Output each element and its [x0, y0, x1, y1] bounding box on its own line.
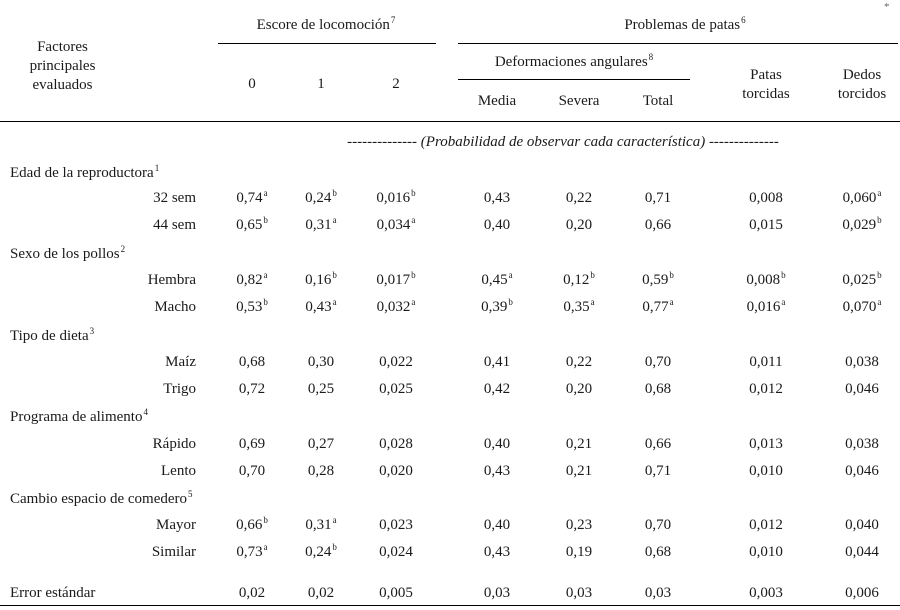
table-cell [484, 380, 510, 398]
cell-value: 0,21 [565, 436, 593, 452]
cell-value: 0,45 [481, 272, 508, 288]
table-cell [645, 435, 671, 453]
significance-letter: a [669, 297, 674, 307]
cell-value: 0,12 [563, 272, 590, 288]
locomotion-rule [218, 43, 436, 44]
table-cell [484, 516, 510, 534]
table-cell [484, 462, 510, 480]
cell-value: 0,66 [236, 517, 263, 533]
cell-value: 0,25 [307, 381, 335, 397]
significance-letter: a [877, 188, 882, 198]
table-cell [746, 271, 785, 290]
table-cell [239, 353, 265, 371]
table-cell [566, 435, 592, 453]
cell-value: 0,68 [644, 544, 672, 560]
dedos-header-line1: Dedos [842, 67, 882, 83]
table-cell [845, 380, 879, 398]
cell-value: 0,66 [644, 217, 672, 233]
significance-letter: b [263, 297, 268, 307]
significance-letter: b [332, 188, 337, 198]
cell-value: 0,046 [845, 381, 879, 397]
leg-problems-footnote: 6 [741, 15, 746, 25]
cell-value: 0,19 [565, 544, 593, 560]
table-cell [308, 353, 334, 371]
cell-value: 0,013 [749, 436, 783, 452]
group-label-text: Sexo de los pollos [10, 246, 120, 262]
row-label: Similar [151, 544, 196, 560]
cell-value: 0,65 [236, 217, 263, 233]
cell-value: 0,038 [845, 436, 879, 452]
cell-value: 0,82 [236, 272, 263, 288]
significance-letter: a [332, 215, 337, 225]
cell-value: 0,39 [481, 299, 508, 315]
row-label: Mayor [156, 517, 196, 533]
error-cell: 0,02 [307, 585, 335, 601]
table-bottom-rule [0, 605, 900, 606]
cell-value: 0,016 [746, 299, 781, 315]
cell-value: 0,012 [749, 517, 783, 533]
table-cell [845, 516, 879, 534]
cell-value: 0,72 [238, 381, 266, 397]
cell-value: 0,43 [483, 190, 511, 206]
score-2-header: 2 [392, 76, 400, 92]
cell-value: 0,22 [565, 354, 593, 370]
factors-header [10, 38, 115, 95]
table-cell [305, 543, 337, 562]
factors-header-line2: principales [29, 58, 96, 74]
cell-value: 0,016 [376, 190, 411, 206]
table-cell [563, 271, 595, 290]
significance-letter: a [877, 297, 882, 307]
cell-value: 0,31 [305, 217, 332, 233]
cell-value: 0,008 [749, 190, 783, 206]
significance-letter: b [411, 270, 416, 280]
cell-value: 0,017 [376, 272, 411, 288]
cell-value: 0,68 [644, 381, 672, 397]
significance-letter: b [669, 270, 674, 280]
significance-letter: b [332, 542, 337, 552]
table-cell [305, 298, 336, 317]
cell-value: 0,044 [845, 544, 879, 560]
leg-problems-header [624, 16, 745, 35]
group-label-text: Edad de la reproductora [10, 165, 154, 181]
cell-value: 0,66 [644, 436, 672, 452]
table-cell [239, 435, 265, 453]
table-cell [379, 516, 413, 534]
cell-value: 0,68 [238, 354, 266, 370]
significance-letter: a [263, 542, 268, 552]
patas-header-line2: torcidas [742, 86, 790, 102]
cell-value: 0,024 [379, 544, 413, 560]
row-label: 44 sem [153, 217, 196, 233]
cell-value: 0,21 [565, 463, 593, 479]
table-cell [645, 543, 671, 561]
table-cell [305, 516, 336, 535]
cell-value: 0,70 [644, 354, 672, 370]
table-cell [376, 271, 415, 290]
group-label [10, 490, 193, 509]
cell-value: 0,025 [379, 381, 413, 397]
factors-header-line1: Factores [37, 39, 88, 55]
cell-value: 0,24 [305, 544, 332, 560]
table-cell [563, 298, 594, 317]
group-label-text: Programa de alimento [10, 409, 143, 425]
cell-value: 0,010 [749, 544, 783, 560]
table-cell [308, 380, 334, 398]
cell-value: 0,70 [238, 463, 266, 479]
table-cell [236, 216, 268, 235]
cell-value: 0,038 [845, 354, 879, 370]
table-cell [845, 462, 879, 480]
row-label: Maíz [165, 354, 196, 370]
cell-value: 0,015 [749, 217, 783, 233]
group-footnote: 2 [120, 244, 126, 254]
table-cell [305, 216, 336, 235]
angular-footnote: 8 [648, 52, 654, 62]
table-cell [845, 353, 879, 371]
error-cell: 0,03 [565, 585, 593, 601]
cell-value: 0,41 [483, 354, 511, 370]
table-cell [236, 516, 268, 535]
cell-value: 0,070 [842, 299, 877, 315]
table-cell [481, 298, 513, 317]
media-header: Media [477, 93, 517, 109]
significance-letter: a [332, 515, 337, 525]
significance-letter: b [877, 270, 882, 280]
cell-value: 0,30 [307, 354, 335, 370]
angular-header-text: Deformaciones angulares [494, 54, 648, 70]
cell-value: 0,71 [644, 463, 672, 479]
row-label: Lento [161, 463, 196, 479]
table-cell [645, 216, 671, 234]
table-cell [484, 189, 510, 207]
table-cell [566, 216, 592, 234]
locomotion-footnote: 7 [390, 15, 396, 25]
table-cell [379, 380, 413, 398]
cell-value: 0,28 [307, 463, 335, 479]
cell-value: 0,42 [483, 381, 511, 397]
cell-value: 0,012 [749, 381, 783, 397]
cell-value: 0,70 [644, 517, 672, 533]
cell-value: 0,020 [379, 463, 413, 479]
cell-value: 0,16 [305, 272, 332, 288]
table-cell [566, 462, 592, 480]
cell-value: 0,40 [483, 436, 511, 452]
table-cell [305, 189, 337, 208]
table-cell [749, 353, 782, 371]
group-label-text: Tipo de dieta [10, 328, 89, 344]
significance-letter: a [781, 297, 786, 307]
significance-letter: b [263, 515, 268, 525]
table-cell [749, 543, 783, 561]
header-bottom-rule [0, 121, 900, 122]
significance-letter: b [508, 297, 513, 307]
significance-letter: a [590, 297, 595, 307]
table-cell [843, 298, 882, 317]
group-footnote: 3 [89, 326, 95, 336]
cell-value: 0,22 [565, 190, 593, 206]
table-cell [566, 189, 592, 207]
table-cell [749, 435, 783, 453]
significance-letter: a [263, 188, 268, 198]
cell-value: 0,40 [483, 217, 511, 233]
table-cell [749, 216, 783, 234]
row-label: Rápido [152, 436, 196, 452]
table-cell [484, 543, 510, 561]
locomotion-header-text: Escore de locomoción [256, 17, 390, 33]
row-label: Trigo [163, 381, 196, 397]
significance-letter: b [877, 215, 882, 225]
cell-value: 0,53 [236, 299, 263, 315]
angular-header [495, 53, 653, 72]
table-cell [749, 189, 783, 207]
table-cell [749, 380, 783, 398]
cell-value: 0,029 [842, 217, 877, 233]
cell-value: 0,43 [483, 463, 511, 479]
cell-value: 0,71 [644, 190, 672, 206]
cell-value: 0,27 [307, 436, 335, 452]
cell-value: 0,43 [305, 299, 332, 315]
significance-letter: a [508, 270, 513, 280]
table-cell [566, 380, 592, 398]
table-cell [236, 543, 267, 562]
cell-value: 0,034 [376, 217, 411, 233]
cell-value: 0,025 [842, 272, 877, 288]
cell-value: 0,59 [642, 272, 669, 288]
cell-value: 0,69 [238, 436, 266, 452]
table-cell [645, 462, 671, 480]
table-cell [377, 216, 416, 235]
cell-value: 0,023 [379, 517, 413, 533]
cell-value: 0,20 [565, 217, 593, 233]
table-cell [645, 353, 671, 371]
significance-letter: a [411, 215, 416, 225]
factors-header-line3: evaluados [32, 77, 93, 93]
cell-value: 0,008 [746, 272, 781, 288]
table-cell [566, 353, 592, 371]
significance-letter: b [781, 270, 786, 280]
cell-value: 0,31 [305, 517, 332, 533]
table-cell [305, 271, 337, 290]
cell-value: 0,20 [565, 381, 593, 397]
table-cell [484, 435, 510, 453]
cell-value: 0,35 [563, 299, 590, 315]
error-cell: 0,02 [238, 585, 266, 601]
table-cell [236, 271, 267, 290]
group-footnote: 5 [188, 489, 193, 499]
cell-value: 0,24 [305, 190, 332, 206]
table-cell [236, 189, 267, 208]
significance-letter: b [263, 215, 268, 225]
group-footnote: 4 [143, 407, 148, 417]
significance-letter: a [332, 297, 337, 307]
cell-value: 0,74 [236, 190, 263, 206]
table-cell [645, 380, 671, 398]
patas-header-line1: Patas [750, 67, 782, 83]
cell-value: 0,028 [379, 436, 413, 452]
cell-value: 0,43 [483, 544, 511, 560]
leg-problems-header-text: Problemas de patas [624, 17, 741, 33]
cell-value: 0,046 [845, 463, 879, 479]
row-label: 32 sem [153, 190, 196, 206]
table-cell [645, 189, 671, 207]
table-cell [239, 380, 265, 398]
error-cell: 0,005 [379, 585, 413, 601]
table-cell [484, 353, 510, 371]
error-cell: 0,03 [483, 585, 511, 601]
cell-value: 0,011 [749, 354, 783, 370]
cell-value: 0,77 [642, 299, 669, 315]
table-cell [747, 298, 786, 317]
table-cell [845, 435, 879, 453]
table-cell [749, 516, 783, 534]
table-cell [376, 189, 415, 208]
significance-letter: b [590, 270, 595, 280]
total-header: Total [642, 93, 674, 109]
table-cell [484, 216, 510, 234]
group-label [10, 327, 94, 346]
table-cell [842, 216, 881, 235]
table-cell [239, 462, 265, 480]
table-cell [566, 543, 592, 561]
cell-value: 0,23 [565, 517, 593, 533]
table-cell [481, 271, 512, 290]
severa-header: Severa [558, 93, 600, 109]
error-cell: 0,006 [845, 585, 879, 601]
corner-mark: * [884, 1, 890, 13]
row-label: Hembra [147, 272, 196, 288]
error-cell: 0,003 [749, 585, 783, 601]
cell-value: 0,40 [483, 517, 511, 533]
table-cell [377, 298, 416, 317]
table-cell [845, 543, 879, 561]
group-label-text: Cambio espacio de comedero [10, 491, 188, 507]
group-label [10, 245, 125, 264]
significance-letter: b [411, 188, 416, 198]
probability-caption: -------------- (Probabilidad de observar cada característica) -------------- [347, 134, 779, 150]
table-cell [642, 271, 674, 290]
table-cell [642, 298, 673, 317]
error-cell: 0,03 [644, 585, 672, 601]
cell-value: 0,010 [749, 463, 783, 479]
table-cell [843, 189, 882, 208]
group-label [10, 164, 159, 183]
table-cell [379, 435, 413, 453]
table-cell [308, 435, 334, 453]
table-cell [566, 516, 592, 534]
score-0-header: 0 [248, 76, 256, 92]
cell-value: 0,032 [376, 299, 411, 315]
cell-value: 0,73 [236, 544, 263, 560]
table-cell [645, 516, 671, 534]
cell-value: 0,060 [842, 190, 877, 206]
group-footnote: 1 [154, 163, 160, 173]
cell-value: 0,022 [379, 354, 413, 370]
score-1-header: 1 [317, 76, 325, 92]
leg-problems-rule [458, 43, 898, 44]
significance-letter: b [332, 270, 337, 280]
cell-value: 0,040 [845, 517, 879, 533]
table-cell [749, 462, 783, 480]
table-cell [308, 462, 334, 480]
error-label: Error estándar [10, 585, 96, 601]
table-cell [379, 462, 413, 480]
angular-rule [458, 79, 690, 80]
dedos-header-line2: torcidos [837, 86, 887, 102]
significance-letter: a [263, 270, 268, 280]
table-cell [236, 298, 268, 317]
table-cell [379, 353, 413, 371]
significance-letter: a [411, 297, 416, 307]
table-cell [379, 543, 413, 561]
row-label: Macho [154, 299, 196, 315]
table-cell [842, 271, 881, 290]
group-label [10, 408, 148, 427]
locomotion-header [257, 16, 396, 35]
